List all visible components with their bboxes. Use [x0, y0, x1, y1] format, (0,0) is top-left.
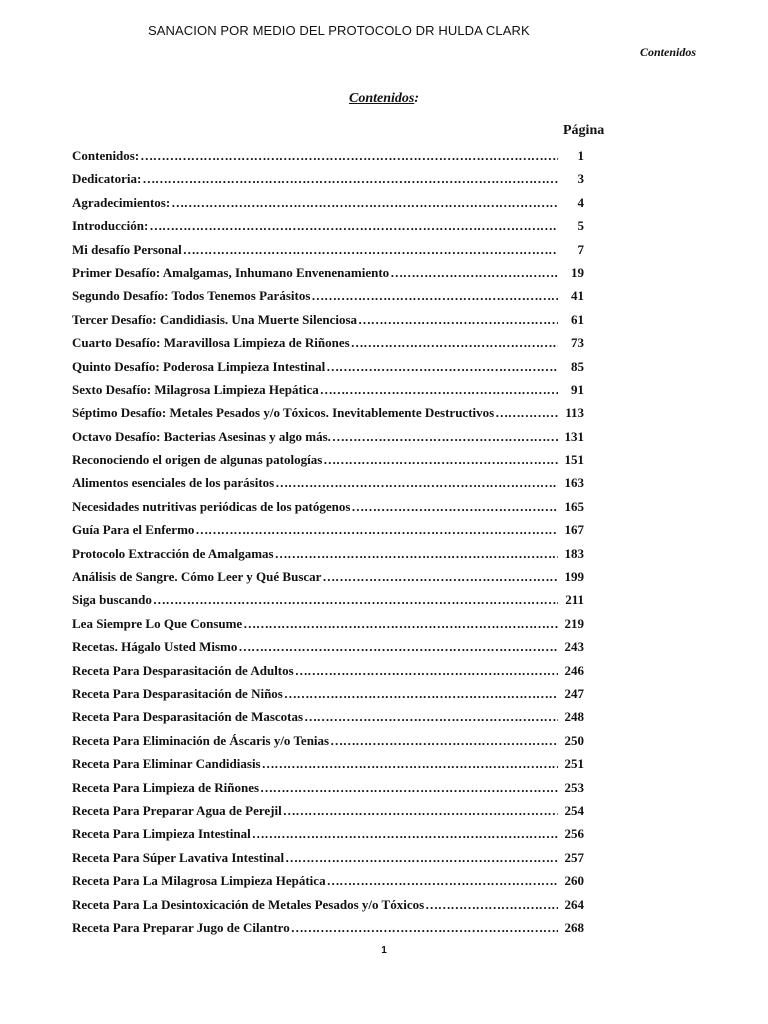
toc-entry-page: 163 — [564, 475, 584, 491]
toc-entry-page: 253 — [564, 779, 584, 795]
toc-entry-label: Quinto Desafío: Poderosa Limpieza Intestinal — [72, 358, 326, 374]
toc-dot-leader — [295, 661, 558, 681]
toc-entry-page: 7 — [577, 241, 584, 257]
toc-dot-leader — [195, 520, 558, 540]
toc-entry-page: 61 — [571, 311, 584, 327]
toc-entry — [72, 824, 584, 847]
toc-entry-label: Receta Para La Desintoxicación de Metales Pesados y/o Tóxicos — [72, 896, 425, 912]
toc-entry — [72, 520, 584, 543]
toc-entry-label: Contenidos: — [72, 148, 140, 163]
toc-entry-label: Receta Para Limpieza Intestinal — [72, 826, 251, 842]
toc-entry — [72, 614, 584, 637]
toc-dot-leader — [390, 263, 558, 283]
toc-title-colon: : — [414, 91, 420, 106]
toc-entry-label: Receta Para Súper Lavativa Intestinal — [72, 849, 285, 865]
toc-dot-leader — [495, 403, 558, 423]
toc-entry-page: 248 — [564, 709, 584, 725]
toc-dot-leader — [332, 427, 558, 447]
toc-dot-leader — [149, 216, 558, 236]
toc-entry-page: 199 — [564, 569, 584, 585]
toc-entry-page: 257 — [564, 849, 584, 865]
toc-entry-page: 167 — [564, 522, 584, 538]
toc-entry-page: 246 — [564, 662, 584, 678]
toc-dot-leader — [304, 707, 558, 727]
toc-entry-page: 264 — [564, 896, 584, 912]
toc-entry-page: 183 — [564, 545, 584, 561]
toc-dot-leader — [260, 778, 558, 798]
toc-entry-label: Tercer Desafío: Candidiasis. Una Muerte Silenciosa — [72, 311, 358, 327]
toc-dot-leader — [285, 848, 558, 868]
toc-entry — [72, 544, 584, 567]
toc-entry — [72, 216, 584, 239]
toc-entry-label: Séptimo Desafío: Metales Pesados y/o Tóxicos. Inevitablemente Destructivos — [72, 405, 495, 421]
toc-dot-leader — [311, 286, 558, 306]
toc-entry-page: 243 — [564, 639, 584, 655]
toc-title — [0, 91, 768, 107]
toc-entry-page: 5 — [577, 218, 584, 234]
toc-entry — [72, 895, 584, 918]
toc-entry-label: Receta Para Limpieza de Riñones — [72, 779, 260, 795]
toc-dot-leader — [323, 450, 558, 470]
toc-entry-page: 73 — [571, 335, 584, 351]
toc-entry-label: Alimentos esenciales de los parásitos — [72, 475, 275, 491]
toc-dot-leader — [351, 333, 558, 353]
toc-entry-page: 131 — [564, 428, 584, 444]
section-header: Contenidos — [639, 45, 696, 59]
toc-entry-page: 219 — [564, 615, 584, 631]
toc-entry — [72, 333, 584, 356]
toc-entry — [72, 450, 584, 473]
toc-entry-label: Receta Para Desparasitación de Adultos — [72, 662, 294, 678]
toc-dot-leader — [320, 380, 558, 400]
toc-entry — [72, 918, 584, 941]
toc-entry-page: 85 — [571, 358, 584, 374]
toc-dot-leader — [275, 544, 558, 564]
toc-dot-leader — [291, 918, 558, 938]
toc-entry — [72, 497, 584, 520]
toc-entry — [72, 778, 584, 801]
toc-entry-label: Dedicatoria: — [72, 171, 142, 187]
toc-entry — [72, 380, 584, 403]
toc-dot-leader — [275, 473, 558, 493]
toc-dot-leader — [327, 871, 558, 891]
toc-entry — [72, 731, 584, 754]
toc-entry — [72, 590, 584, 613]
toc-title-text: Contenidos — [348, 91, 415, 106]
toc-entry — [72, 473, 584, 496]
toc-entry-label: Lea Siempre Lo Que Consume — [72, 615, 243, 631]
toc-entry-label: Necesidades nutritivas periódicas de los patógenos — [72, 498, 351, 514]
toc-entry — [72, 427, 584, 450]
toc-entry — [72, 848, 584, 871]
toc-entry-label: Introducción: — [72, 218, 149, 234]
toc-dot-leader — [283, 801, 558, 821]
toc-entry — [72, 263, 584, 286]
toc-entry-page: 165 — [564, 498, 584, 514]
toc-entry — [72, 169, 584, 192]
table-of-contents — [72, 146, 584, 941]
toc-entry — [72, 193, 584, 216]
toc-entry-label: Receta Para Eliminar Candidiasis — [72, 756, 261, 772]
toc-entry — [72, 661, 584, 684]
toc-entry-label: Octavo Desafío: Bacterias Asesinas y algo más. — [72, 428, 331, 444]
toc-entry-label: Protocolo Extracción de Amalgamas — [72, 545, 274, 561]
toc-entry — [72, 754, 584, 777]
page-number: 1 — [381, 945, 387, 956]
toc-entry — [72, 146, 584, 169]
toc-entry — [72, 357, 584, 380]
toc-dot-leader — [351, 497, 558, 517]
toc-entry-page: 268 — [564, 919, 584, 935]
toc-entry-label: Receta Para Desparasitación de Niños — [72, 685, 283, 701]
toc-entry-label: Primer Desafío: Amalgamas, Inhumano Envenenamiento — [72, 264, 390, 280]
toc-entry-page: 1 — [577, 148, 584, 163]
toc-entry-label: Análisis de Sangre. Cómo Leer y Qué Buscar — [72, 569, 322, 585]
toc-entry — [72, 286, 584, 309]
toc-entry — [72, 684, 584, 707]
toc-dot-leader — [322, 567, 558, 587]
toc-dot-leader — [330, 731, 558, 751]
toc-entry-page: 260 — [564, 873, 584, 889]
toc-entry — [72, 310, 584, 333]
toc-entry-label: Reconociendo el origen de algunas patologías — [72, 452, 323, 468]
toc-dot-leader — [252, 824, 558, 844]
toc-entry — [72, 567, 584, 590]
toc-dot-leader — [243, 614, 558, 634]
toc-entry-page: 113 — [565, 405, 584, 421]
toc-entry — [72, 871, 584, 894]
toc-entry-label: Agradecimientos: — [72, 194, 171, 210]
toc-entry-page: 256 — [564, 826, 584, 842]
toc-entry-page: 151 — [564, 452, 584, 468]
toc-dot-leader — [326, 357, 558, 377]
toc-entry-label: Receta Para Preparar Agua de Perejil — [72, 802, 282, 818]
toc-entry — [72, 403, 584, 426]
toc-entry-label: Receta Para La Milagrosa Limpieza Hepática — [72, 873, 326, 889]
toc-entry-page: 250 — [564, 732, 584, 748]
running-title: SANACION POR MEDIO DEL PROTOCOLO DR HULDA CLARK — [148, 23, 530, 38]
toc-dot-leader — [171, 193, 558, 213]
toc-dot-leader — [140, 146, 558, 166]
toc-entry-page: 3 — [577, 171, 584, 187]
toc-entry-label: Siga buscando — [72, 592, 152, 608]
toc-entry — [72, 707, 584, 730]
toc-entry-page: 211 — [565, 592, 584, 608]
toc-dot-leader — [153, 590, 558, 610]
page-column-label: Página — [563, 123, 605, 138]
toc-entry-page: 251 — [564, 756, 584, 772]
toc-entry-label: Cuarto Desafío: Maravillosa Limpieza de Riñones — [72, 335, 350, 351]
toc-entry-page: 41 — [571, 288, 584, 304]
toc-entry — [72, 240, 584, 263]
toc-entry-page: 247 — [564, 685, 584, 701]
toc-entry — [72, 801, 584, 824]
toc-entry-label: Mi desafío Personal — [72, 241, 182, 257]
toc-entry-label: Receta Para Preparar Jugo de Cilantro — [72, 919, 290, 935]
toc-dot-leader — [238, 637, 558, 657]
toc-dot-leader — [425, 895, 558, 915]
toc-entry-label: Segundo Desafío: Todos Tenemos Parásitos — [72, 288, 311, 304]
toc-dot-leader — [262, 754, 558, 774]
toc-dot-leader — [183, 240, 558, 260]
toc-entry-page: 254 — [564, 802, 584, 818]
toc-entry-label: Receta Para Desparasitación de Mascotas — [72, 709, 304, 725]
toc-entry-page: 19 — [571, 264, 584, 280]
toc-entry-label: Sexto Desafío: Milagrosa Limpieza Hepática — [72, 381, 319, 397]
toc-entry-page: 4 — [577, 194, 584, 210]
toc-entry-label: Receta Para Eliminación de Áscaris y/o Tenias — [72, 732, 330, 748]
toc-entry-label: Recetas. Hágalo Usted Mismo — [72, 639, 238, 655]
toc-dot-leader — [142, 169, 558, 189]
toc-dot-leader — [358, 310, 558, 330]
toc-entry-page: 91 — [571, 381, 584, 397]
toc-entry — [72, 637, 584, 660]
toc-entry-label: Guía Para el Enfermo — [72, 522, 195, 538]
toc-dot-leader — [284, 684, 558, 704]
